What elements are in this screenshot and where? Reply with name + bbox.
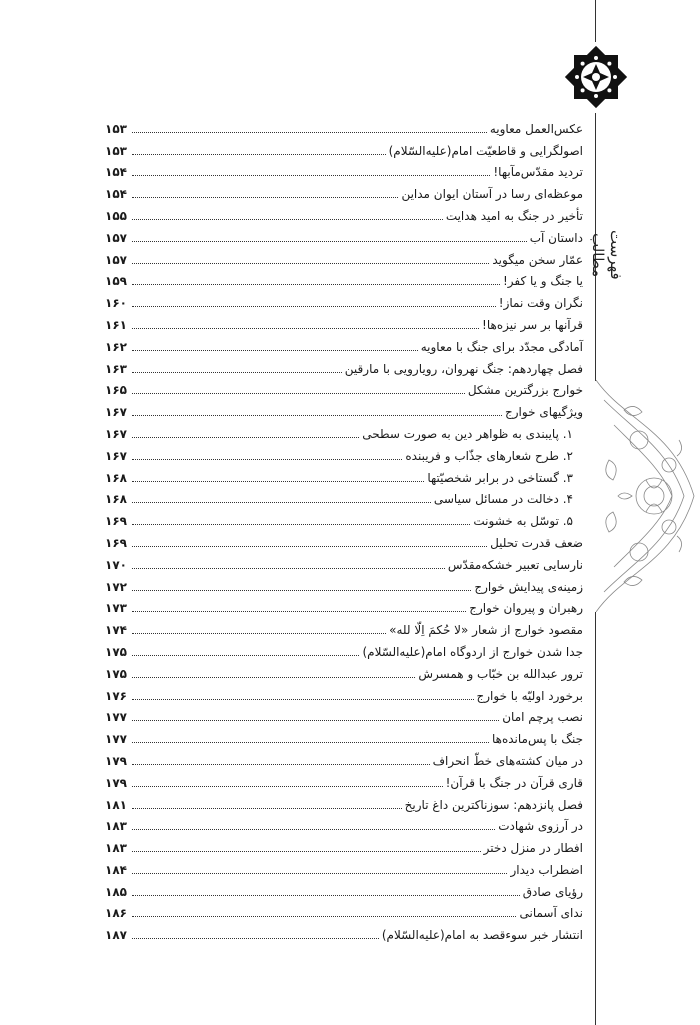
toc-entry[interactable] bbox=[105, 223, 583, 245]
toc-entry-title: نصب پرچم امان bbox=[502, 710, 583, 725]
toc-entry-page: ۱۷۰ bbox=[105, 557, 127, 572]
toc-entry-title: جدا شدن خوارج از اردوگاه امام(علیه‌السّلام) bbox=[362, 644, 583, 659]
toc-leader-dots bbox=[132, 263, 489, 264]
toc-entry-page: ۱۷۶ bbox=[105, 688, 127, 703]
toc-entry-title: موعظه‌ای رسا در آستان ایوان مداین bbox=[401, 187, 583, 202]
toc-entry-title: قرآنها بر سر نیزه‌ها! bbox=[482, 317, 583, 332]
toc-entry[interactable] bbox=[105, 833, 583, 855]
toc-entry-page: ۱۶۸ bbox=[105, 470, 127, 485]
toc-entry-page: ۱۶۳ bbox=[105, 361, 127, 376]
toc-entry[interactable] bbox=[105, 637, 583, 659]
toc-entry-title: فصل پانزدهم: سوزناکترین داغ تاریخ bbox=[404, 797, 583, 812]
toc-leader-dots bbox=[132, 720, 499, 721]
toc-entry[interactable] bbox=[105, 332, 583, 354]
toc-entry-title: زمینه‌ی پیدایش خوارج bbox=[474, 579, 583, 594]
toc-entry-title: اضطراب دیدار bbox=[510, 862, 583, 877]
toc-entry-title: مقصود خوارج از شعار «لا حُکمَ اِلّا لله» bbox=[389, 623, 583, 638]
toc-leader-dots bbox=[132, 284, 500, 285]
toc-entry[interactable] bbox=[105, 768, 583, 790]
toc-leader-dots bbox=[132, 590, 471, 591]
toc-entry[interactable] bbox=[105, 310, 583, 332]
toc-entry-page: ۱۵۴ bbox=[105, 165, 127, 180]
toc-entry-page: ۱۸۷ bbox=[105, 928, 127, 943]
toc-entry-title: ۴. دخالت در مسائل سیاسی bbox=[433, 492, 573, 507]
toc-entry[interactable] bbox=[105, 746, 583, 768]
toc-entry-page: ۱۷۲ bbox=[105, 579, 127, 594]
toc-leader-dots bbox=[132, 306, 496, 307]
toc-entry[interactable] bbox=[105, 615, 583, 637]
toc-entry-title: افطار در منزل دختر bbox=[483, 841, 583, 856]
toc-entry[interactable] bbox=[105, 201, 583, 223]
toc-entry-title: رؤیای صادق bbox=[522, 884, 583, 899]
toc-entry-page: ۱۷۹ bbox=[105, 775, 127, 790]
toc-entry-page: ۱۵۵ bbox=[105, 208, 127, 223]
toc-entry-title: ۲. طرح شعارهای جذّاب و فریبنده bbox=[405, 448, 573, 463]
toc-entry-page: ۱۸۴ bbox=[105, 862, 127, 877]
toc-entry-page: ۱۵۷ bbox=[105, 252, 127, 267]
toc-entry-title: نگران وقت نماز! bbox=[498, 296, 583, 311]
toc-entry-page: ۱۵۹ bbox=[105, 274, 127, 289]
toc-entry-title: اصولگرایی و قاطعیّت امام(علیه‌السّلام) bbox=[388, 143, 583, 158]
toc-entry-title: نارسایی تعبیر خشکه‌مقدّس bbox=[447, 557, 583, 572]
toc-entry[interactable] bbox=[105, 703, 583, 725]
toc-entry-title: یا جنگ و یا کفر! bbox=[502, 274, 583, 289]
toc-leader-dots bbox=[132, 393, 465, 394]
toc-leader-dots bbox=[132, 851, 481, 852]
toc-leader-dots bbox=[132, 241, 527, 242]
toc-entry-page: ۱۷۵ bbox=[105, 666, 127, 681]
toc-leader-dots bbox=[132, 829, 495, 830]
toc-entry[interactable] bbox=[105, 397, 583, 419]
toc-entry-page: ۱۶۹ bbox=[105, 535, 127, 550]
toc-entry[interactable] bbox=[105, 506, 583, 528]
toc-entry[interactable] bbox=[105, 681, 583, 703]
toc-entry[interactable] bbox=[105, 158, 583, 180]
toc-entry[interactable] bbox=[105, 136, 583, 158]
toc-entry[interactable] bbox=[105, 441, 583, 463]
toc-entry-title: ندای آسمانی bbox=[519, 906, 583, 921]
toc-entry[interactable] bbox=[105, 855, 583, 877]
toc-leader-dots bbox=[132, 764, 430, 765]
toc-leader-dots bbox=[132, 175, 490, 176]
toc-entry-page: ۱۶۰ bbox=[105, 296, 127, 311]
toc-leader-dots bbox=[132, 633, 386, 634]
toc-entry[interactable] bbox=[105, 267, 583, 289]
toc-leader-dots bbox=[132, 437, 359, 438]
toc-entry[interactable] bbox=[105, 572, 583, 594]
toc-entry-page: ۱۸۶ bbox=[105, 906, 127, 921]
toc-entry-title: رهبران و پیروان خوارج bbox=[469, 601, 583, 616]
toc-entry-page: ۱۸۳ bbox=[105, 819, 127, 834]
toc-entry-page: ۱۶۷ bbox=[105, 426, 127, 441]
toc-leader-dots bbox=[132, 938, 379, 939]
toc-entry-title: ۱. پایبندی به ظواهر دین به صورت سطحی bbox=[362, 426, 573, 441]
toc-entry-page: ۱۸۳ bbox=[105, 841, 127, 856]
toc-leader-dots bbox=[132, 415, 502, 416]
toc-entry-title: ۳. گستاخی در برابر شخصیّتها bbox=[427, 470, 573, 485]
toc-entry[interactable] bbox=[105, 485, 583, 507]
toc-leader-dots bbox=[132, 372, 342, 373]
toc-entry-title: قاری قرآن در جنگ با قرآن! bbox=[445, 775, 583, 790]
toc-leader-dots bbox=[132, 655, 359, 656]
toc-entry-title: در آرزوی شهادت bbox=[498, 819, 583, 834]
toc-entry-page: ۱۶۸ bbox=[105, 492, 127, 507]
toc-entry-title: عکس‌العمل معاویه bbox=[489, 121, 583, 136]
toc-entry-title: تأخیر در جنگ به امید هدایت bbox=[445, 208, 583, 223]
toc-entry[interactable] bbox=[105, 920, 583, 942]
toc-entry[interactable] bbox=[105, 288, 583, 310]
margin-rule-top bbox=[595, 0, 596, 42]
toc-entry[interactable] bbox=[105, 724, 583, 746]
toc-entry-page: ۱۸۵ bbox=[105, 884, 127, 899]
toc-entry-title: برخورد اولیّه با خوارج bbox=[476, 688, 583, 703]
toc-leader-dots bbox=[132, 524, 470, 525]
toc-leader-dots bbox=[132, 742, 489, 743]
toc-leader-dots bbox=[132, 481, 424, 482]
toc-entry-page: ۱۶۵ bbox=[105, 383, 127, 398]
toc-entry-page: ۱۷۳ bbox=[105, 601, 127, 616]
toc-entry-page: ۱۶۷ bbox=[105, 405, 127, 420]
toc-leader-dots bbox=[132, 611, 466, 612]
sidebar-title: فهرست مطالب bbox=[589, 230, 625, 280]
toc-leader-dots bbox=[132, 786, 443, 787]
toc-entry-title: ضعف قدرت تحلیل bbox=[490, 535, 583, 550]
toc-entry-title: ترور عبدالله بن خبّاب و همسرش bbox=[418, 666, 583, 681]
toc-entry-page: ۱۶۲ bbox=[105, 339, 127, 354]
toc-leader-dots bbox=[132, 699, 474, 700]
toc-entry[interactable] bbox=[105, 594, 583, 616]
toc-entry-page: ۱۵۷ bbox=[105, 230, 127, 245]
toc-leader-dots bbox=[132, 219, 443, 220]
toc-entry-page: ۱۶۷ bbox=[105, 448, 127, 463]
toc-entry[interactable] bbox=[105, 114, 583, 136]
toc-entry-title: در میان کشته‌های خطّ انحراف bbox=[432, 753, 583, 768]
toc-entry-title: ویژگیهای خوارج bbox=[505, 405, 583, 420]
toc-leader-dots bbox=[132, 546, 487, 547]
toc-entry-page: ۱۷۵ bbox=[105, 644, 127, 659]
toc-entry[interactable] bbox=[105, 812, 583, 834]
toc-leader-dots bbox=[132, 873, 507, 874]
toc-entry-title: جنگ با پس‌مانده‌ها bbox=[491, 732, 583, 747]
toc-entry-page: ۱۵۴ bbox=[105, 187, 127, 202]
toc-entry[interactable] bbox=[105, 550, 583, 572]
toc-entry-title: داستان آب bbox=[529, 230, 583, 245]
toc-entry-title: خوارج بزرگترین مشکل bbox=[467, 383, 583, 398]
toc-leader-dots bbox=[132, 916, 516, 917]
toc-entry[interactable] bbox=[105, 179, 583, 201]
toc-entry-page: ۱۵۳ bbox=[105, 121, 127, 136]
toc-leader-dots bbox=[132, 350, 418, 351]
toc-leader-dots bbox=[132, 132, 487, 133]
toc-entry-title: ۵. توسّل به خشونت bbox=[473, 514, 573, 529]
toc-entry-page: ۱۵۳ bbox=[105, 143, 127, 158]
toc-leader-dots bbox=[132, 154, 386, 155]
toc-entry[interactable] bbox=[105, 463, 583, 485]
toc-entry[interactable] bbox=[105, 376, 583, 398]
toc-entry-page: ۱۷۷ bbox=[105, 732, 127, 747]
toc-leader-dots bbox=[132, 459, 402, 460]
margin-rule-bottom bbox=[595, 612, 596, 1025]
toc-entry-page: ۱۸۱ bbox=[105, 797, 127, 812]
floral-ornament-icon bbox=[584, 380, 700, 612]
toc-leader-dots bbox=[132, 677, 415, 678]
toc-entry-page: ۱۶۱ bbox=[105, 317, 127, 332]
toc-leader-dots bbox=[132, 895, 520, 896]
toc-leader-dots bbox=[132, 197, 398, 198]
toc-entry-title: انتشار خبر سوءقصد به امام(علیه‌السّلام) bbox=[381, 928, 583, 943]
toc-leader-dots bbox=[132, 328, 479, 329]
toc-entry[interactable] bbox=[105, 528, 583, 550]
toc-entry-title: عمّار سخن میگوید bbox=[492, 252, 583, 267]
toc-entry-title: تردید مقدّس‌مآبها! bbox=[493, 165, 583, 180]
toc-entry[interactable] bbox=[105, 245, 583, 267]
toc-entry[interactable] bbox=[105, 899, 583, 921]
toc-entry-page: ۱۷۷ bbox=[105, 710, 127, 725]
toc-entry[interactable] bbox=[105, 659, 583, 681]
toc-leader-dots bbox=[132, 568, 445, 569]
toc-entry-page: ۱۷۴ bbox=[105, 623, 127, 638]
toc-entry-page: ۱۶۹ bbox=[105, 514, 127, 529]
toc-entry[interactable] bbox=[105, 790, 583, 812]
toc-entry-page: ۱۷۹ bbox=[105, 753, 127, 768]
toc-leader-dots bbox=[132, 502, 431, 503]
toc-entry[interactable] bbox=[105, 354, 583, 376]
toc-leader-dots bbox=[132, 808, 402, 809]
table-of-contents bbox=[105, 114, 583, 942]
star-ornament-icon bbox=[561, 42, 631, 112]
toc-entry[interactable] bbox=[105, 877, 583, 899]
toc-entry[interactable] bbox=[105, 419, 583, 441]
toc-entry-title: فصل چهاردهم: جنگ نهروان، رویارویی با مارقین bbox=[344, 361, 583, 376]
toc-entry-title: آمادگی مجدّد برای جنگ با معاویه bbox=[420, 339, 583, 354]
